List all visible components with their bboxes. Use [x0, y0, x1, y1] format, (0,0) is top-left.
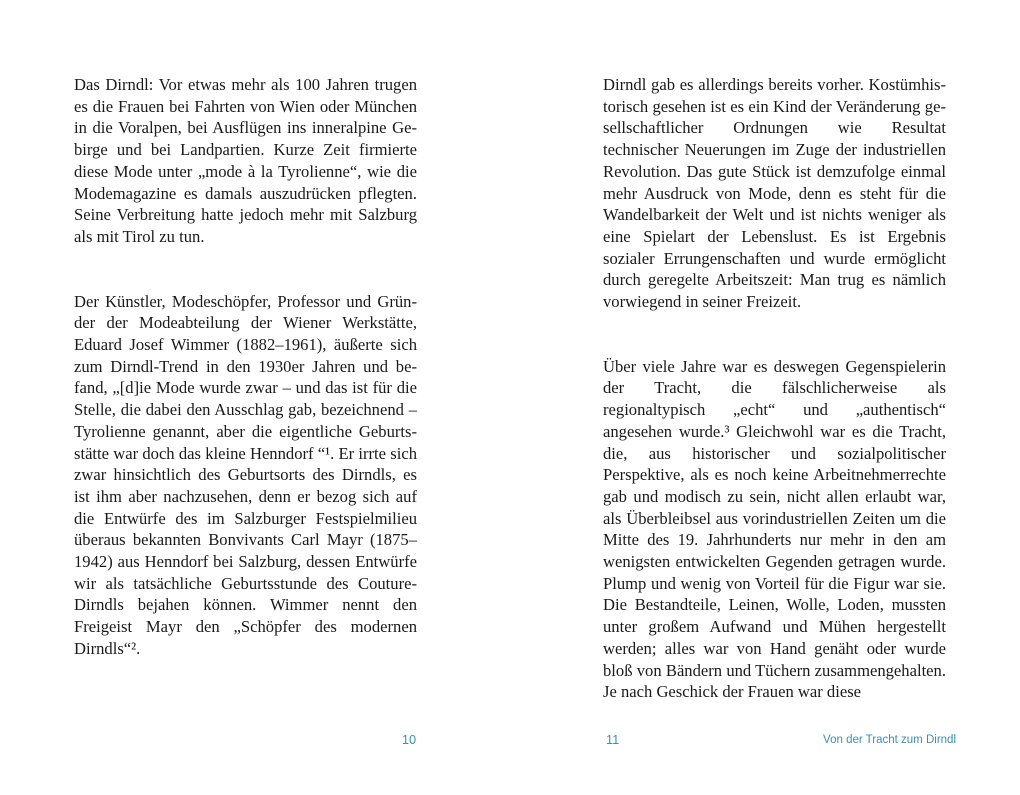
page-number-right: 11: [606, 733, 620, 747]
running-title: Von der Tracht zum Dirndl: [823, 734, 956, 746]
right-text-column: [603, 74, 946, 703]
page-number-left: 10: [402, 733, 417, 747]
left-paragraph-2: Der Künstler, Modeschöpfer, Professor und Gründer der Modeabteilung der Wiener Werkstätte, Eduard Josef Wimmer (1882–1961), äußerte sich zum Dirndl-Trend in den 1930er Jahren und befand, „[d]ie Mode wurde zwar – und das ist für die Stelle, die dabei den Ausschlag gab, bezeichnend – Tyrolienne genannt, aber die eigentliche Geburtsstätte war doch das kleine Henndorf “¹. Er irrte sich zwar hinsichtlich des Geburtsorts des Dirndls, es ist ihm aber nachzusehen, denn er bezog sich auf die Entwürfe des im Salzburger Festspielmilieu überaus bekannten Bonvivants Carl Mayr (1875–1942) aus Henndorf bei Salzburg, dessen Entwürfe wir als tatsächliche Geburtsstunde des Couture-Dirndls bejahen können. Wimmer nennt den Freigeist Mayr den „Schöpfer des modernen Dirndls“².: [74, 291, 417, 658]
paragraph-gap: [603, 313, 946, 356]
paragraph-gap: [74, 248, 417, 291]
left-paragraph-1: Das Dirndl: Vor etwas mehr als 100 Jahren trugen es die Frauen bei Fahrten von Wien oder München in die Voralpen, bei Ausflügen ins inneralpine Gebirge und bei Landpartien. Kurze Zeit firmierte diese Mode unter „mode à la Tyrolienne“, wie die Modemagazine es damals auszudrücken pflegten. Seine Verbreitung hatte jedoch mehr mit Salzburg als mit Tirol zu tun.: [74, 75, 417, 246]
left-text-column: [74, 74, 417, 660]
right-paragraph-2: Über viele Jahre war es deswegen Gegenspielerin der Tracht, die fälschlicherweise als regionaltypisch „echt“ und „authentisch“ angesehen wurde.³ Gleichwohl war es die Tracht, die, aus historischer und sozialpolitischer Perspektive, als es noch keine Arbeitnehmerrechte gab und modisch zu sein, nicht allen erlaubt war, als Überbleibsel aus vorindustriellen Zeiten um die Mitte des 19. Jahrhunderts nur mehr in den am wenigsten entwickelten Gegenden getragen wurde. Plump und wenig von Vorteil für die Figur war sie. Die Bestandteile, Leinen, Wolle, Loden, mussten unter großem Aufwand und Mühen hergestellt werden; alles war von Hand genäht oder wurde bloß von Bändern und Tüchern zusammengehalten. Je nach Geschick der Frauen war diese: [603, 356, 946, 702]
right-page: [510, 0, 1020, 795]
right-paragraph-1: Dirndl gab es allerdings bereits vorher. Kostümhistorisch gesehen ist es ein Kind der Veränderung gesellschaftlicher Ordnungen wie Resultat technischer Neuerungen im Zuge der industriellen Revolution. Das gute Stück ist demzufolge einmal mehr Ausdruck von Mode, denn es steht für die Wandelbarkeit der Welt und ist nichts weniger als eine Spielart der Lebenslust. Es ist Ergebnis sozialer Errungenschaften und wurde ermöglicht durch geregelte Arbeitszeit: Man trug es nämlich vorwiegend in seiner Freizeit.: [603, 75, 946, 312]
